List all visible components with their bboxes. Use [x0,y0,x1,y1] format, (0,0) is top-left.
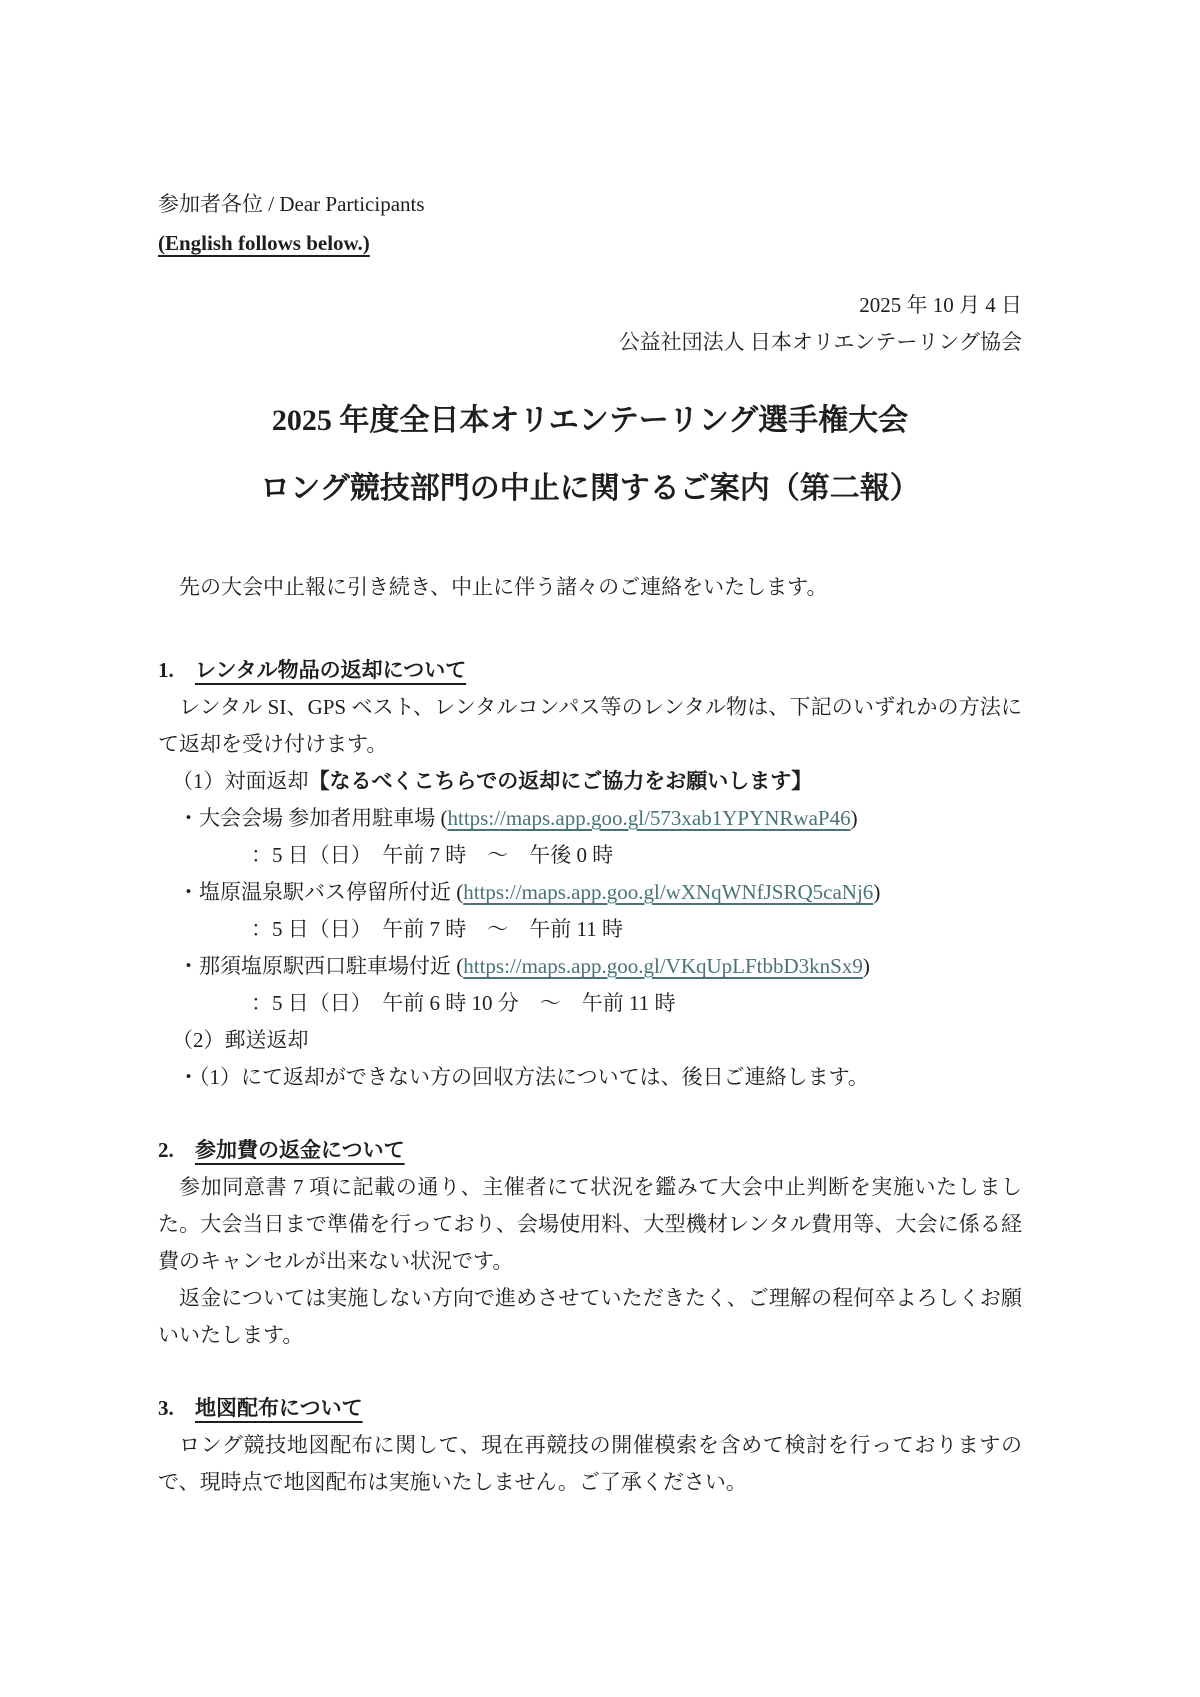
title-line-1: 2025 年度全日本オリエンテーリング選手権大会 [271,404,909,437]
location-name-close: ) [850,806,858,830]
location-item [158,948,1022,985]
location-time: ：5 日（日） 午前 7 時 ～ 午後 0 時 [251,843,614,867]
document-page [158,186,1022,1501]
document-title [158,401,1022,509]
map-link[interactable]: https://maps.app.goo.gl/573xab1YPYNRwaP46 [447,806,851,830]
section-1-paragraph: レンタル SI、GPS ベスト、レンタルコンパス等のレンタル物は、下記のいずれかの方法にて返却を受け付けます。 [158,695,1022,756]
section-2-title: 参加費の返金について [195,1138,405,1162]
sub-1-label: （1）対面返却 [172,769,309,793]
location-name-close: ) [862,954,870,978]
meta-block [158,287,1022,361]
section-2-paragraph-1: 参加同意書 7 項に記載の通り、主催者にて状況を鑑みて大会中止判断を実施いたしました。大会当日まで準備を行っており、会場使用料、大型機材レンタル費用等、大会に係る経費のキャンセルが出来ない状況です。 [158,1175,1022,1273]
section-2-paragraph-2: 返金については実施しない方向で進めさせていただきたく、ご理解の程何卒よろしくお願いいたします。 [158,1286,1022,1347]
location-name: ・那須塩原駅西口駐車場付近 ( [178,954,464,978]
section-2-heading [158,1132,1022,1169]
section-1-number: 1. [158,658,174,682]
mail-return-note: ・（1）にて返却ができない方の回収方法については、後日ご連絡します。 [178,1065,869,1089]
document-date: 2025 年 10 月 4 日 [859,293,1022,317]
location-name: ・塩原温泉駅バス停留所付近 ( [178,880,464,904]
section-2-number: 2. [158,1138,174,1162]
section-3-number: 3. [158,1396,174,1420]
sub-1-bold-note: 【なるべくこちらでの返却にご協力をお願いします】 [308,769,813,793]
section-3-title: 地図配布について [195,1396,363,1420]
location-item [158,874,1022,911]
location-name-close: ) [873,880,881,904]
map-link[interactable]: https://maps.app.goo.gl/VKqUpLFtbbD3knSx9 [463,954,863,978]
section-1-sub-2: （2）郵送返却 [172,1028,309,1052]
location-time: ：5 日（日） 午前 6 時 10 分 ～ 午前 11 時 [251,991,676,1015]
location-time: ：5 日（日） 午前 7 時 ～ 午前 11 時 [251,917,623,941]
intro-paragraph: 先の大会中止報に引き続き、中止に伴う諸々のご連絡をいたします。 [179,575,828,599]
section-1-sub-1 [158,763,1022,800]
location-name: ・大会会場 参加者用駐車場 ( [178,806,448,830]
english-note: (English follows below.) [158,231,370,255]
title-line-2: ロング競技部門の中止に関するご案内（第二報） [260,472,920,505]
section-3-heading [158,1390,1022,1427]
location-item [158,800,1022,837]
map-link[interactable]: https://maps.app.goo.gl/wXNqWNfJSRQ5caNj6 [463,880,874,904]
organization-name: 公益社団法人 日本オリエンテーリング協会 [618,330,1022,354]
section-1-title: レンタル物品の返却について [195,658,467,682]
salutation: 参加者各位 / Dear Participants [158,192,425,216]
section-1-heading [158,652,1022,689]
section-3-paragraph: ロング競技地図配布に関して、現在再競技の開催模索を含めて検討を行っておりますので、現時点で地図配布は実施いたしません。ご了承ください。 [158,1433,1022,1494]
